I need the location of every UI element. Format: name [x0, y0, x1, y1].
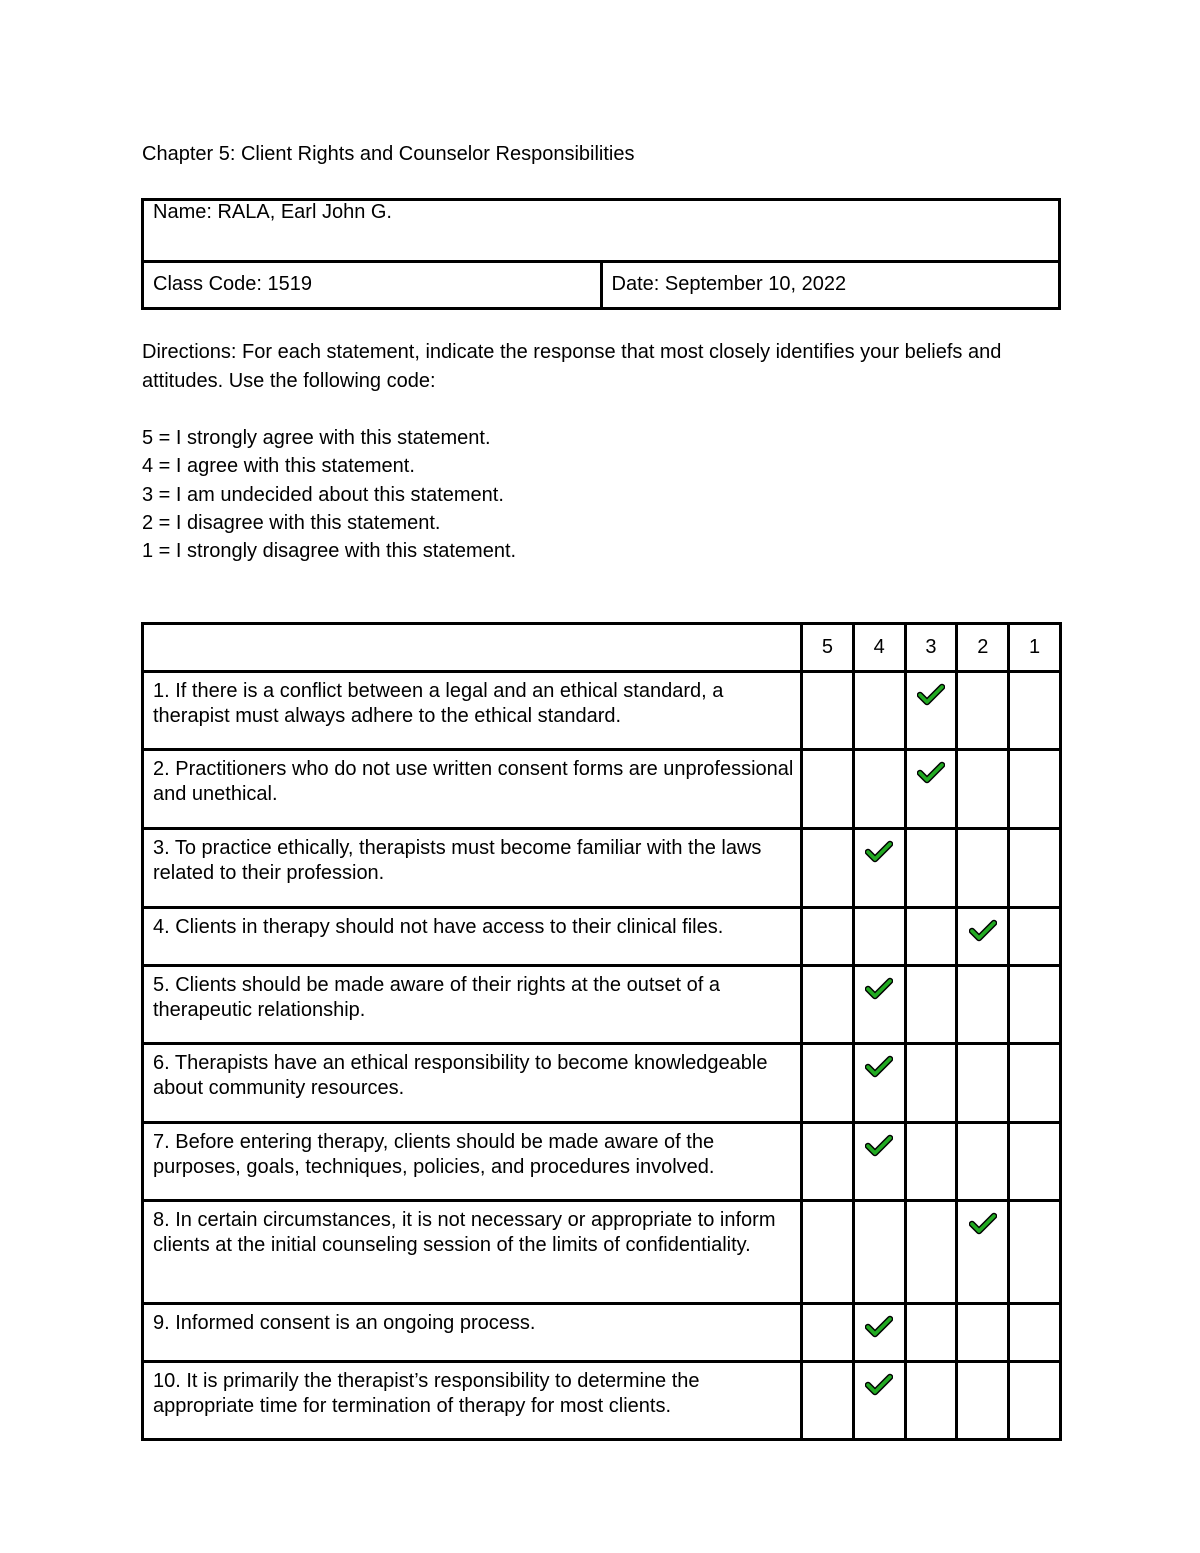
header-scale-4: 4 — [853, 624, 905, 672]
student-name: Name: RALA, Earl John G. — [143, 200, 1060, 262]
rating-cell-1[interactable] — [1009, 966, 1061, 1044]
rating-cell-5[interactable] — [802, 1044, 854, 1123]
rating-cell-3[interactable] — [905, 750, 957, 829]
statement-text: 7. Before entering therapy, clients should be made aware of the purposes, goals, techniques, policies, and procedures involved. — [143, 1123, 802, 1201]
statement-text: 9. Informed consent is an ongoing process. — [143, 1304, 802, 1362]
legend-item-1: 1 = I strongly disagree with this statement. — [142, 540, 517, 563]
header-scale-5: 5 — [802, 624, 854, 672]
checkmark-icon — [865, 840, 893, 864]
rating-cell-1[interactable] — [1009, 1123, 1061, 1201]
rating-legend — [142, 424, 516, 565]
rating-cell-4[interactable] — [853, 1362, 905, 1440]
rating-cell-2[interactable] — [957, 1304, 1009, 1362]
table-row — [143, 1201, 1061, 1304]
checkmark-icon — [969, 919, 997, 943]
checkmark-icon — [969, 1212, 997, 1236]
rating-cell-5[interactable] — [802, 672, 854, 750]
rating-cell-4[interactable] — [853, 672, 905, 750]
rating-cell-5[interactable] — [802, 1123, 854, 1201]
table-row — [143, 750, 1061, 829]
rating-cell-2[interactable] — [957, 1123, 1009, 1201]
statement-text: 6. Therapists have an ethical responsibility to become knowledgeable about community resources. — [143, 1044, 802, 1123]
statement-text: 4. Clients in therapy should not have access to their clinical files. — [143, 908, 802, 966]
statement-text: 10. It is primarily the therapist’s responsibility to determine the appropriate time for termination of therapy for most clients. — [143, 1362, 802, 1440]
rating-cell-4[interactable] — [853, 1304, 905, 1362]
rating-cell-2[interactable] — [957, 672, 1009, 750]
statement-text: 2. Practitioners who do not use written consent forms are unprofessional and unethical. — [143, 750, 802, 829]
checkmark-icon — [917, 761, 945, 785]
statement-text: 3. To practice ethically, therapists must become familiar with the laws related to their profession. — [143, 829, 802, 908]
rating-cell-3[interactable] — [905, 1362, 957, 1440]
table-row — [143, 1304, 1061, 1362]
rating-cell-4[interactable] — [853, 966, 905, 1044]
rating-cell-1[interactable] — [1009, 829, 1061, 908]
rating-cell-3[interactable] — [905, 966, 957, 1044]
student-info-table — [141, 198, 1061, 310]
rating-cell-1[interactable] — [1009, 1044, 1061, 1123]
table-row — [143, 829, 1061, 908]
rating-cell-3[interactable] — [905, 1044, 957, 1123]
rating-cell-4[interactable] — [853, 829, 905, 908]
checkmark-icon — [917, 683, 945, 707]
rating-cell-4[interactable] — [853, 1123, 905, 1201]
rating-cell-4[interactable] — [853, 750, 905, 829]
rating-cell-4[interactable] — [853, 1044, 905, 1123]
date: Date: September 10, 2022 — [601, 261, 1060, 308]
rating-cell-5[interactable] — [802, 1304, 854, 1362]
rating-cell-3[interactable] — [905, 829, 957, 908]
rating-cell-3[interactable] — [905, 1304, 957, 1362]
rating-cell-1[interactable] — [1009, 1201, 1061, 1304]
table-row — [143, 1123, 1061, 1201]
survey-table — [141, 622, 1062, 1441]
rating-cell-5[interactable] — [802, 908, 854, 966]
statement-text: 8. In certain circumstances, it is not necessary or appropriate to inform clients at the initial counseling session of the limits of confidentiality. — [143, 1201, 802, 1304]
legend-item-3: 3 = I am undecided about this statement. — [142, 483, 504, 506]
table-row — [143, 908, 1061, 966]
statement-text: 1. If there is a conflict between a legal and an ethical standard, a therapist must always adhere to the ethical standard. — [143, 672, 802, 750]
rating-cell-4[interactable] — [853, 1201, 905, 1304]
header-scale-2: 2 — [957, 624, 1009, 672]
rating-cell-1[interactable] — [1009, 908, 1061, 966]
checkmark-icon — [865, 1373, 893, 1397]
rating-cell-5[interactable] — [802, 966, 854, 1044]
rating-cell-4[interactable] — [853, 908, 905, 966]
header-scale-3: 3 — [905, 624, 957, 672]
legend-item-5: 5 = I strongly agree with this statement. — [142, 427, 491, 449]
header-scale-1: 1 — [1009, 624, 1061, 672]
survey-header-row — [143, 624, 1061, 672]
checkmark-icon — [865, 1134, 893, 1158]
page-title: Chapter 5: Client Rights and Counselor Responsibilities — [142, 143, 635, 165]
rating-cell-3[interactable] — [905, 672, 957, 750]
rating-cell-1[interactable] — [1009, 1362, 1061, 1440]
rating-cell-2[interactable] — [957, 1201, 1009, 1304]
rating-cell-2[interactable] — [957, 1044, 1009, 1123]
rating-cell-5[interactable] — [802, 1201, 854, 1304]
rating-cell-3[interactable] — [905, 1201, 957, 1304]
rating-cell-3[interactable] — [905, 1123, 957, 1201]
rating-cell-5[interactable] — [802, 750, 854, 829]
rating-cell-2[interactable] — [957, 966, 1009, 1044]
table-row — [143, 1044, 1061, 1123]
rating-cell-3[interactable] — [905, 908, 957, 966]
rating-cell-2[interactable] — [957, 829, 1009, 908]
checkmark-icon — [865, 1055, 893, 1079]
header-blank-cell — [143, 624, 802, 672]
directions: Directions: For each statement, indicate the response that most closely identifies your beliefs and attitudes. Use the following code: — [142, 341, 1002, 392]
rating-cell-5[interactable] — [802, 1362, 854, 1440]
legend-item-2: 2 = I disagree with this statement. — [142, 511, 441, 534]
rating-cell-1[interactable] — [1009, 750, 1061, 829]
rating-cell-2[interactable] — [957, 908, 1009, 966]
legend-item-4: 4 = I agree with this statement. — [142, 455, 415, 478]
rating-cell-5[interactable] — [802, 829, 854, 908]
statement-text: 5. Clients should be made aware of their rights at the outset of a therapeutic relationship. — [143, 966, 802, 1044]
table-row — [143, 1362, 1061, 1440]
table-row — [143, 672, 1061, 750]
rating-cell-1[interactable] — [1009, 1304, 1061, 1362]
rating-cell-1[interactable] — [1009, 672, 1061, 750]
checkmark-icon — [865, 1315, 893, 1339]
class-code: Class Code: 1519 — [143, 261, 602, 308]
checkmark-icon — [865, 977, 893, 1001]
rating-cell-2[interactable] — [957, 1362, 1009, 1440]
table-row — [143, 966, 1061, 1044]
rating-cell-2[interactable] — [957, 750, 1009, 829]
